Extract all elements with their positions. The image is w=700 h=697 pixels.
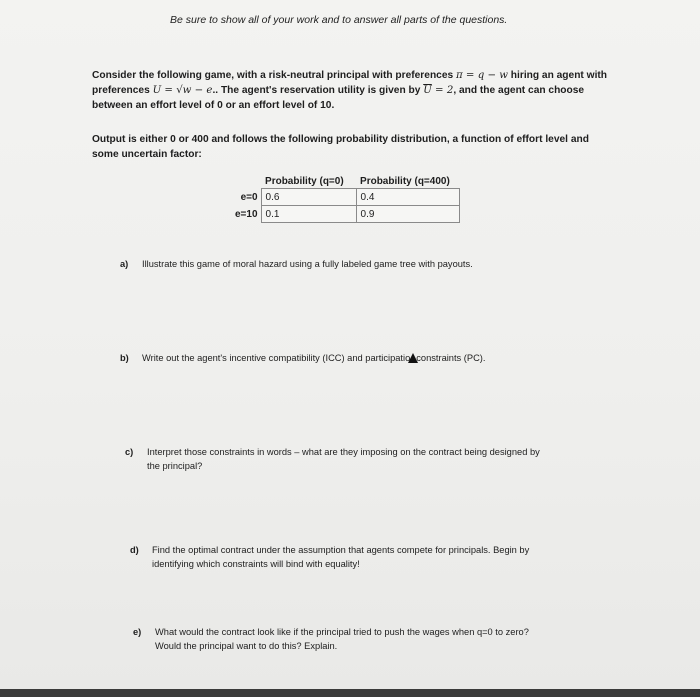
desk-edge (0, 689, 700, 697)
row-label-effort-0: e=0 (240, 191, 258, 203)
question-c (125, 445, 595, 473)
output-description: Output is either 0 or 400 and follows the following probability distribution, a function of effort level and some uncertain factor: (92, 134, 589, 160)
cell-prob-q400-e0: 0.4 (356, 189, 459, 206)
question-e-text-2: Would the principal want to do this? Explain. (155, 641, 338, 651)
table-header-row (231, 175, 459, 189)
reservation-utility-value: = 2 (431, 85, 454, 96)
question-c-text-2: the principal? (147, 461, 203, 471)
table-corner (231, 175, 261, 189)
question-e-text-1: What would the contract look like if the principal tried to push the wages when q=0 to zero? (155, 627, 529, 637)
question-a-text: Illustrate this game of moral hazard using a fully labeled game tree with payouts. (142, 259, 473, 269)
cell-prob-q0-e10: 0.1 (261, 206, 356, 223)
problem-intro (92, 68, 617, 113)
question-b (120, 351, 485, 365)
instructions-note: Be sure to show all of your work and to answer all parts of the questions. (170, 14, 508, 26)
question-a (120, 257, 473, 271)
agent-preferences-formula: U = √w − e (152, 85, 213, 96)
question-d (130, 543, 600, 571)
question-d-text-2: identifying which constraints will bind with equality! (152, 559, 360, 569)
reservation-utility-symbol: $\overline{U}$ (423, 85, 432, 96)
intro-text-4: , and the agent can choose between an effort level of 0 or an effort level of 10. (92, 85, 585, 111)
question-b-label: b) (120, 353, 129, 363)
column-header-q400: Probability (q=400) (360, 176, 450, 187)
intro-text-2: hiring an agent with preferences (92, 70, 608, 96)
mouse-cursor-icon (408, 353, 418, 363)
cell-prob-q0-e0: 0.6 (261, 189, 356, 206)
table-row (231, 206, 459, 223)
question-c-label: c) (125, 447, 134, 457)
intro-text-1: Consider the following game, with a risk-neutral principal with preferences (92, 70, 456, 81)
question-e-label: e) (133, 627, 142, 637)
question-a-label: a) (120, 259, 129, 269)
column-header-q0: Probability (q=0) (265, 176, 344, 187)
question-b-text-1: Write out the agent's incentive compatibility (ICC) and participatio (142, 353, 411, 363)
table-row (231, 189, 459, 206)
cell-prob-q400-e10: 0.9 (356, 206, 459, 223)
question-d-text-1: Find the optimal contract under the assumption that agents compete for principals. Begin by (152, 545, 530, 555)
question-c-text-1: Interpret those constraints in words – what are they imposing on the contract being designed by (147, 447, 540, 457)
probability-table (231, 175, 460, 223)
question-e (133, 625, 603, 653)
question-d-label: d) (130, 545, 139, 555)
question-b-text-2: constraints (PC). (416, 353, 486, 363)
intro-text-3: .. The agent's reservation utility is given by (212, 85, 424, 96)
row-label-effort-10: e=10 (235, 208, 258, 220)
principal-preferences-formula: π = q − w (456, 70, 508, 81)
